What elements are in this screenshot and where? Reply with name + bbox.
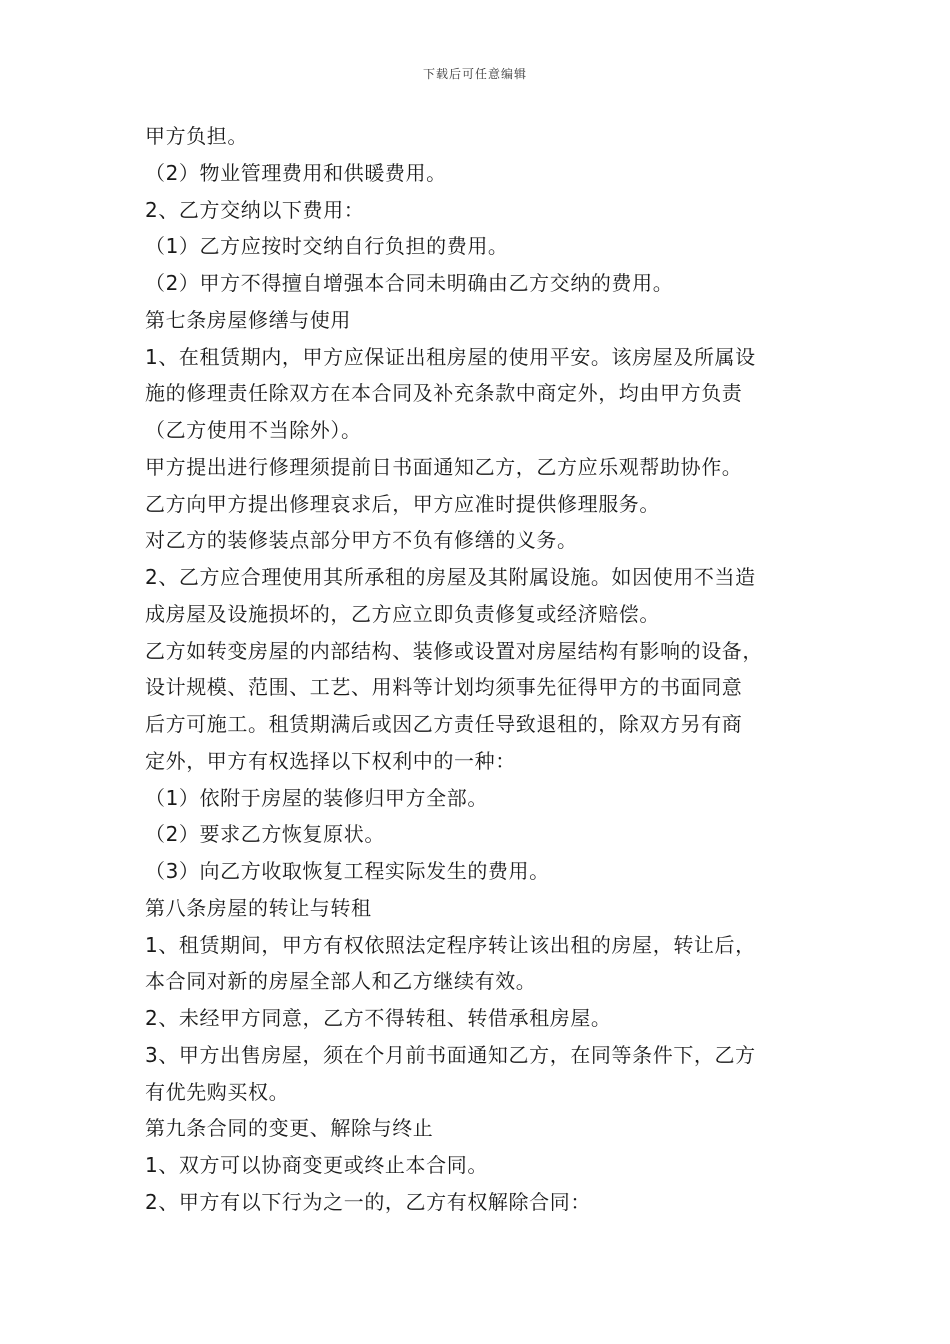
body-line: 2、乙方交纳以下费用： <box>145 197 365 222</box>
body-line: 1、租赁期间，甲方有权依照法定程序转让该出租的房屋，转让后， <box>145 932 756 957</box>
body-line: （2）甲方不得擅自增强本合同未明确由乙方交纳的费用。 <box>145 271 674 295</box>
body-line: 定外，甲方有权选择以下权利中的一种： <box>145 748 516 773</box>
body-line: 3、甲方出售房屋，须在个月前书面通知乙方，在同等条件下，乙方 <box>145 1042 756 1067</box>
body-line: 设计规模、范围、工艺、用料等计划均须事先征得甲方的书面同意 <box>145 675 743 700</box>
body-line: 对乙方的装修装点部分甲方不负有修缮的义务。 <box>145 528 578 553</box>
body-line: 甲方提出进行修理须提前日书面通知乙方，乙方应乐观帮助协作。 <box>145 454 743 479</box>
body-line: 本合同对新的房屋全部人和乙方继续有效。 <box>145 969 537 994</box>
body-line: 2、未经甲方同意，乙方不得转租、转借承租房屋。 <box>145 1006 612 1030</box>
body-line: （1）乙方应按时交纳自行负担的费用。 <box>145 234 509 259</box>
body-line: 施的修理责任除双方在本合同及补充条款中商定外，均由甲方负责 <box>145 381 743 406</box>
body-line: 1、在租赁期内，甲方应保证出租房屋的使用平安。该房屋及所属设 <box>145 344 756 369</box>
body-line: 成房屋及设施损坏的，乙方应立即负责修复或经济赔偿。 <box>145 601 660 626</box>
section-heading: 第八条房屋的转让与转租 <box>145 895 372 920</box>
body-line: 有优先购买权。 <box>145 1079 290 1104</box>
body-line: 乙方如转变房屋的内部结构、装修或设置对房屋结构有影响的设备， <box>145 638 763 663</box>
body-line: 乙方向甲方提出修理哀求后，甲方应准时提供修理服务。 <box>145 491 660 516</box>
document-body <box>145 118 835 1221</box>
body-line: （3）向乙方收取恢复工程实际发生的费用。 <box>145 859 550 883</box>
body-line: 甲方负担。 <box>145 124 248 148</box>
body-line: 1、双方可以协商变更或终止本合同。 <box>145 1153 488 1177</box>
body-line: （乙方使用不当除外）。 <box>145 418 362 442</box>
body-line: （2）要求乙方恢复原状。 <box>145 822 385 847</box>
body-line: 2、甲方有以下行为之一的，乙方有权解除合同： <box>145 1189 591 1214</box>
body-line: 后方可施工。租赁期满后或因乙方责任导致退租的，除双方另有商 <box>145 712 743 736</box>
body-line: 2、乙方应合理使用其所承租的房屋及其附属设施。如因使用不当造 <box>145 565 756 589</box>
section-heading: 第九条合同的变更、解除与终止 <box>145 1116 434 1141</box>
page-header: 下载后可任意编辑 <box>422 67 527 81</box>
body-line: （2）物业管理费用和供暖费用。 <box>145 160 447 185</box>
body-line: （1）依附于房屋的装修归甲方全部。 <box>145 785 488 810</box>
section-heading: 第七条房屋修缮与使用 <box>145 307 351 332</box>
